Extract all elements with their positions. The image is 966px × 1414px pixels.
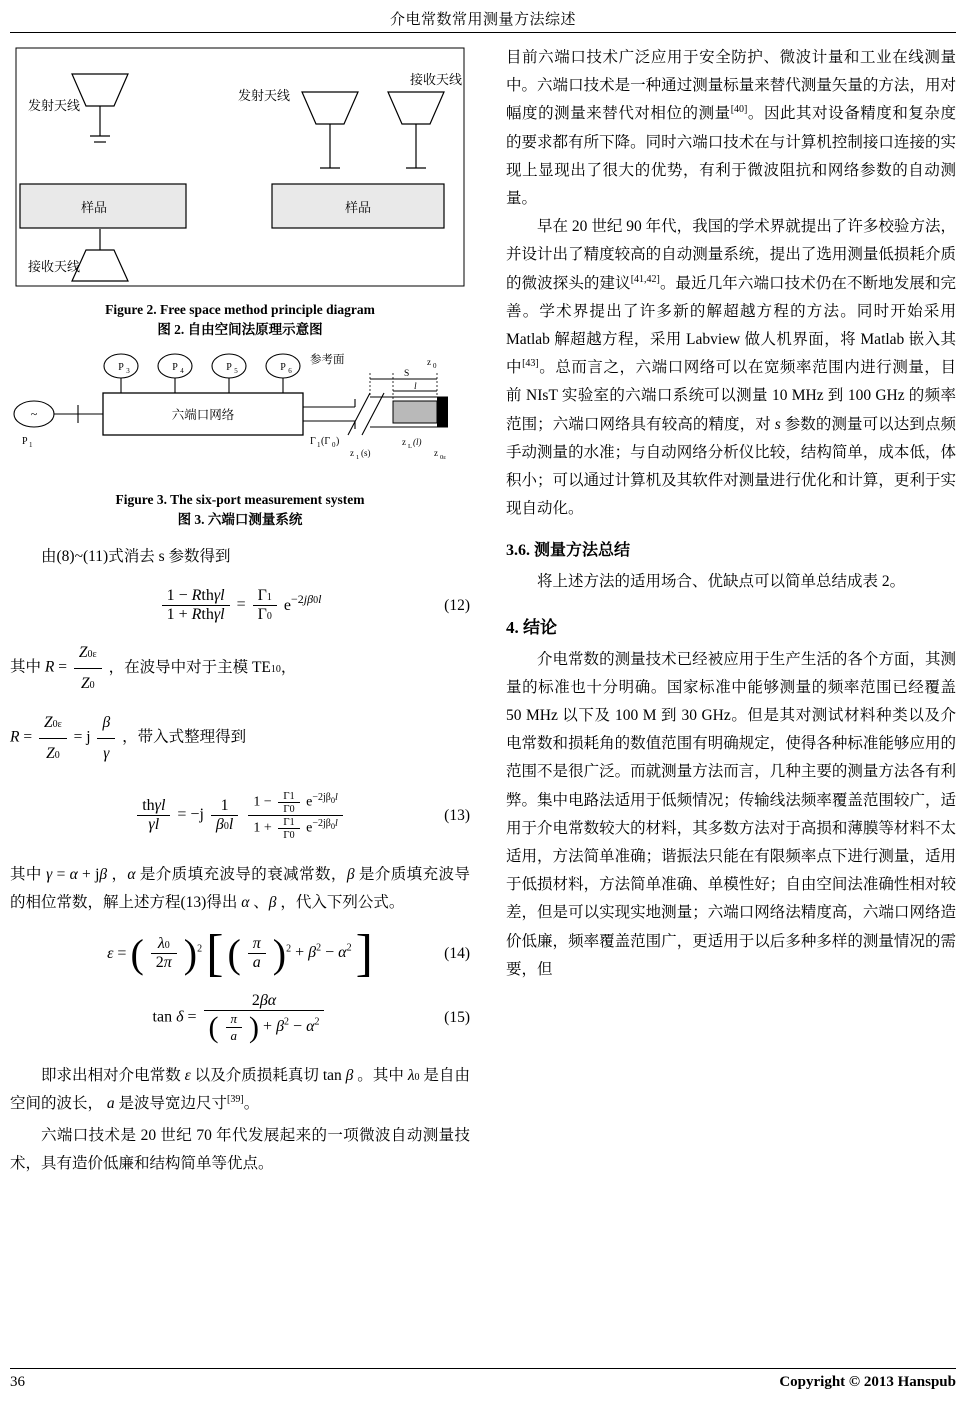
copyright-notice: Copyright © 2013 Hanspub bbox=[779, 1374, 956, 1390]
eq12-lhs: $\frac{\text{1 − Rthγl}}{\text{1 + Rthγl}}$ bbox=[162, 587, 230, 624]
figure-3-caption-en: Figure 3. The six-port measurement system bbox=[115, 492, 365, 508]
left-paragraph-sixport: 六端口技术是 20 世纪 70 年代发展起来的一项微波自动测量技术，具有造价低廉和结构简单等优点。 bbox=[10, 1127, 470, 1173]
eq13-lhs: $\frac{\text{thγl}}{\gamma l}$ bbox=[137, 797, 170, 834]
footer-rule bbox=[10, 1368, 956, 1369]
svg-text:1: 1 bbox=[29, 441, 33, 450]
svg-text:S: S bbox=[404, 369, 410, 380]
svg-text:L: L bbox=[408, 443, 412, 451]
header-rule bbox=[10, 32, 956, 33]
section-3-6-heading: 3.6. 测量方法总结 bbox=[506, 542, 631, 560]
svg-text:接收天线: 接收天线 bbox=[28, 259, 81, 274]
running-head: 介电常数常用测量方法综述 bbox=[389, 12, 576, 28]
right-column bbox=[506, 44, 956, 984]
six-port-diagram bbox=[10, 349, 470, 479]
equation-15-number: (15) bbox=[444, 1008, 470, 1026]
left-text-R2: R = $\frac{Z0\varepsilon}{Z0}$ = j $\frac{\beta}{\gamma}$ ，带入式整理得到 bbox=[10, 708, 470, 768]
svg-text:P: P bbox=[172, 362, 178, 374]
svg-text:P: P bbox=[118, 362, 124, 374]
equation-14-number: (14) bbox=[444, 944, 470, 962]
eq14-lambda: $\frac{\lambda 0}{2\pi}$ bbox=[151, 935, 177, 972]
svg-text:(l): (l) bbox=[413, 437, 422, 448]
equation-15: tan δ = 2βα ( $\frac{\pi}{a}$ ) + $\beta^2 - \alpha^2$ (15) bbox=[152, 991, 470, 1044]
equation-12: $\frac{\text{1 − Rthγl}}{\text{1 + Rthγl}}$ = $\frac{\Gamma 1}{\Gamma 0}$ $e^{-2j\beta 0l}$ (12) bbox=[10, 587, 470, 624]
figure-2-caption-en: Figure 2. Free space method principle diagram bbox=[105, 302, 375, 317]
equation-13: $\frac{\text{thγl}}{\gamma l}$ = −j $\frac{1}{\beta 0l}$ 1 − $\frac{\Gamma 1}{\Gamma 0}$ $e^{-2j\beta_0l}$ 1 + $\frac{\Gamma 1}{\Gamma 0}$ $e^{-2j\beta_0l}$ (13) bbox=[10, 790, 470, 841]
figure-2-caption bbox=[10, 300, 470, 339]
figure-3 bbox=[10, 349, 470, 529]
svg-text:z: z bbox=[402, 437, 406, 448]
svg-text:3: 3 bbox=[126, 367, 130, 376]
svg-text:1: 1 bbox=[356, 454, 360, 462]
right-paragraph-2: 早在 20 世纪 90 年代，我国的学术界就提出了许多校验方法，并设计出了精度较高的自动测量系统，提出了选用测量低损耗介质的微波探头的建议[41,42]。最近几年六端口技术仍在不断地发展和完善。学术界提出了许多新的解超越方程的方法。同时开始采用 Matlab 解超越方程，采用 Labview 做人机界面，将 Matlab 嵌入其中[43]。总而言之，六端口网络可以在宽频率范围内进行测量，目前 NIsT 实验室的六端口系统可以测量 10 MHz 到 100 GHz 的频率范围；六端口网络具有较高的精度，对 s 参数的测量可以达到点频手动测量的水准；与自动网络分析仪比较，结构简单，成本低，体积小；可以通过计算机及其软件对测量进行优化和计算，更利于实现自动化。 bbox=[506, 218, 956, 518]
eq13-beta: $\frac{1}{\beta 0l}$ bbox=[211, 797, 238, 834]
svg-text:样品: 样品 bbox=[344, 200, 372, 215]
r-fraction-2: $\frac{Z0\varepsilon}{Z0}$ bbox=[39, 708, 67, 768]
beta-gamma-fraction: $\frac{\beta}{\gamma}$ bbox=[97, 708, 115, 768]
svg-text:P: P bbox=[226, 362, 232, 374]
svg-text:样品: 样品 bbox=[80, 200, 108, 215]
svg-text:z: z bbox=[350, 448, 354, 459]
svg-text:P: P bbox=[280, 362, 286, 374]
figure-3-caption bbox=[10, 490, 470, 529]
svg-text:0: 0 bbox=[433, 362, 437, 371]
eq13-ratio: 1 − $\frac{\Gamma 1}{\Gamma 0}$ $e^{-2j\beta_0l}$ 1 + $\frac{\Gamma 1}{\Gamma 0}$ $e^{-2j\beta_0l}$ bbox=[248, 790, 342, 841]
left-line-1: 由(8)~(11)式消去 s 参数得到 bbox=[41, 548, 231, 566]
svg-text:参考面: 参考面 bbox=[310, 354, 345, 367]
svg-text:六端口网络: 六端口网络 bbox=[171, 408, 235, 423]
left-paragraph-result: 即求出相对介电常数 ε 以及介质损耗真切 tan β 。其中 λ0 是自由空间的波长， a 是波导宽边尺寸[39]。 bbox=[10, 1066, 470, 1112]
svg-text:(s): (s) bbox=[361, 448, 371, 459]
figure-2 bbox=[10, 44, 470, 339]
svg-text:(Γ: (Γ bbox=[321, 436, 331, 448]
section-4-heading: 4. 结论 bbox=[506, 617, 557, 637]
eq12-gamma-ratio: $\frac{\Gamma 1}{\Gamma 0}$ bbox=[253, 587, 277, 624]
svg-text:Γ: Γ bbox=[310, 436, 316, 448]
equation-13-number: (13) bbox=[444, 806, 470, 824]
svg-text:发射天线: 发射天线 bbox=[28, 98, 81, 113]
svg-text:1: 1 bbox=[317, 441, 321, 450]
page-number: 36 bbox=[10, 1374, 25, 1390]
free-space-diagram bbox=[10, 44, 470, 289]
svg-text:发射天线: 发射天线 bbox=[238, 88, 291, 103]
right-paragraph-1: 目前六端口技术广泛应用于安全防护、微波计量和工业在线测量中。六端口技术是一种通过测量标量来替代测量矢量的方法，用对幅度的测量来替代对相位的测量[40]。因此其对设备精度和复杂度的要求都有所下降。同时六端口技术在与计算机控制接口连接的实现上显现出了很大的优势，有利于微波阻抗和网络参数的自动测量。 bbox=[506, 49, 956, 208]
svg-text:): ) bbox=[336, 436, 340, 448]
svg-text:l: l bbox=[414, 382, 417, 393]
figure-2-caption-zh: 图 2. 自由空间法原理示意图 bbox=[157, 321, 323, 337]
left-column bbox=[10, 44, 470, 1179]
left-paragraph-gamma: 其中 γ = α + jβ ，α 是介质填充波导的衰减常数，β 是介质填充波导的相位常数，解上述方程(13)得出 α 、β ，代入下列公式。 bbox=[10, 866, 470, 912]
left-text-R1: 其中 R = $\frac{Z0\varepsilon}{Z0}$ ，在波导中对于主模 TE10， bbox=[10, 638, 470, 698]
svg-text:0: 0 bbox=[332, 441, 336, 450]
eq15-fraction: 2βα ( $\frac{\pi}{a}$ ) + $\beta^2 - \alpha^2$ bbox=[204, 992, 325, 1044]
section-3-6-paragraph: 将上述方法的适用场合、优缺点可以简单总结成表 2。 bbox=[537, 573, 906, 591]
svg-text:6: 6 bbox=[288, 367, 292, 376]
svg-text:z: z bbox=[427, 357, 431, 368]
eq14-pi-a: $\frac{\pi}{a}$ bbox=[248, 935, 266, 972]
svg-text:z: z bbox=[434, 448, 438, 459]
section-4-paragraph: 介电常数的测量技术已经被应用于生产生活的各个方面，其测量的标准也十分明确。国家标准中能够测量的频率范围已经覆盖 50 MHz 以下及 100 M 到 30 GHz。但是其对测试材料种类以及介电常数和损耗角的数值范围有明确规定，使得各种标准能够应用的范围不是很广泛。而就测量方法而言，几种主要的测量方法各有利弊。集中电路法适用于低频情况；传输线法频率覆盖范围较广，适用于介电常数较大的材料，其多数方法对于高损和薄膜等材料不太适用，方法简单准确；谐振法只能在有限频率点下进行测量，适用于低损材料，方法简单准确、单模性好；自由空间法准确性相对较差，但是可以实现实地测量；六端口网络法精度高，六端口网络造价低廉，频率覆盖范围广，更适用于以后多种多样的测量情况的需要，但 bbox=[506, 650, 956, 978]
equation-14: ε = ( $\frac{\lambda 0}{2\pi}$ )$^2$ [ ( $\frac{\pi}{a}$ )$^2 + \beta^2 - \alpha^2$ ] (14) bbox=[107, 924, 470, 982]
svg-text:4: 4 bbox=[180, 367, 184, 376]
svg-text:接收天线: 接收天线 bbox=[410, 72, 463, 87]
r-fraction-1: $\frac{Z0\varepsilon}{Z0}$ bbox=[74, 638, 102, 698]
figure-3-caption-zh: 图 3. 六端口测量系统 bbox=[177, 511, 303, 527]
svg-text:~: ~ bbox=[30, 407, 38, 422]
svg-text:P: P bbox=[22, 436, 28, 448]
equation-12-number: (12) bbox=[444, 596, 470, 614]
svg-text:5: 5 bbox=[234, 367, 238, 376]
svg-text:0ε: 0ε bbox=[440, 454, 446, 462]
